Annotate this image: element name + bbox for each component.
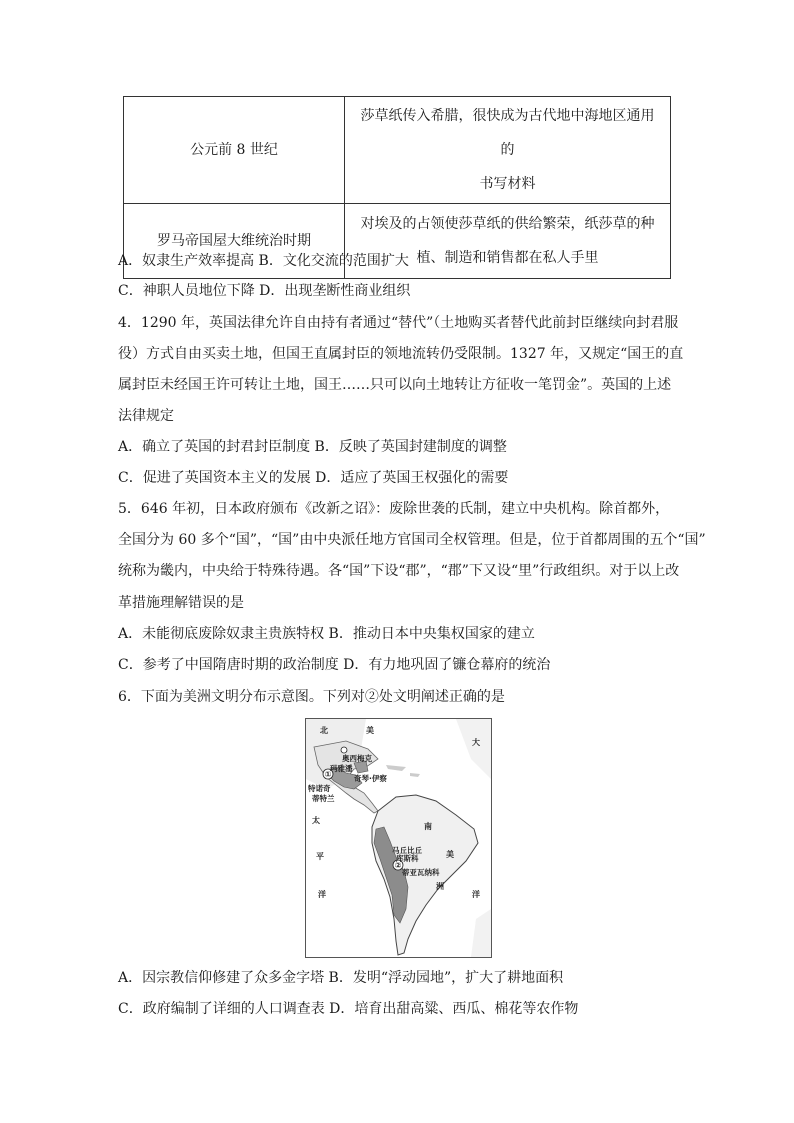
map-label: 洋 — [472, 890, 480, 899]
q5-stem-line: 革措施理解错误的是 — [118, 595, 244, 611]
map-label: 库斯科 — [396, 854, 419, 863]
map-label: 太 — [312, 816, 320, 825]
map-land-africa — [471, 909, 491, 957]
table-cell-period: 公元前 8 世纪 — [124, 97, 345, 204]
q5-options-cd: C．参考了中国隋唐时期的政治制度 D．有力地巩固了镰仓幕府的统治 — [118, 657, 551, 673]
q4-options-cd: C．促进了英国资本主义的发展 D．适应了英国王权强化的需要 — [118, 470, 509, 486]
q4-stem-line: 役）方式自由买卖土地，但国王直属封臣的领地流转仍受限制。1327 年，又规定“国王的直 — [118, 346, 684, 362]
table-row — [124, 97, 671, 204]
event-line: 对埃及的占领使莎草纸的供给繁荣，纸莎草的种 — [360, 216, 655, 232]
map-label: 特诺奇 — [308, 784, 331, 793]
map-label: 蒂特兰 — [312, 794, 335, 803]
map-label: 玛雅潘 — [330, 764, 353, 773]
q5-stem-line: 全国分为 60 多个“国”，“国”由中央派任地方官国司全权管理。但是，位于首都周围的五个“国” — [118, 532, 706, 548]
q5-stem-line: 统称为畿内，中央给于特殊待遇。各“国”下设“郡”，“郡”下又设“里”行政组织。对于以上改 — [118, 563, 680, 579]
q6-options-ab: A．因宗教信仰修建了众多金字塔 B．发明“浮动园地”，扩大了耕地面积 — [118, 970, 564, 986]
map-svg — [306, 719, 491, 957]
map-caribbean — [410, 773, 420, 777]
map-label: 美 — [446, 850, 454, 859]
q6-stem: 6．下面为美洲文明分布示意图。下列对②处文明阐述正确的是 — [118, 689, 505, 705]
map-label: 奥西梅克 — [342, 754, 372, 763]
q5-options-ab: A．未能彻底废除奴隶主贵族特权 B．推动日本中央集权国家的建立 — [118, 626, 535, 642]
q4-stem-line: 法律规定 — [118, 408, 174, 424]
americas-civilization-map — [305, 718, 492, 958]
q3-options-ab: A．奴隶生产效率提高 B．文化交流的范围扩大 — [118, 253, 409, 269]
map-land-east — [456, 719, 491, 779]
q4-stem-line: 属封臣未经国王许可转让土地，国王……只可以向土地转让方征收一笔罚金”。英国的上述 — [118, 377, 672, 393]
table-cell-event — [345, 97, 671, 204]
q6-options-cd: C．政府编制了详细的人口调查表 D．培育出甜高粱、西瓜、棉花等农作物 — [118, 1001, 579, 1017]
map-label: ① — [324, 770, 332, 779]
map-label: ② — [394, 861, 402, 870]
map-label: 平 — [316, 852, 324, 861]
map-label: 大 — [472, 738, 480, 747]
map-marker-3 — [341, 747, 347, 753]
event-line: 书写材料 — [479, 176, 536, 192]
map-label: 蒂亚瓦纳科 — [402, 868, 440, 877]
event-line: 莎草纸传入希腊，很快成为古代地中海地区通用的 — [360, 108, 655, 158]
q3-options-cd: C．神职人员地位下降 D．出现垄断性商业组织 — [118, 283, 411, 299]
q4-stem-line: 4．1290 年，英国法律允许自由持有者通过“替代”（土地购买者替代此前封臣继续向封君服 — [118, 315, 679, 331]
map-label: 奇琴·伊察 — [354, 774, 387, 783]
map-label: 洲 — [436, 882, 444, 891]
map-label: 马丘比丘 — [392, 846, 422, 855]
map-label: 北 — [320, 726, 328, 735]
q5-stem-line: 5．646 年初，日本政府颁布《改新之诏》：废除世袭的氏制，建立中央机构。除首都外， — [118, 501, 670, 517]
q4-options-ab: A．确立了英国的封君封臣制度 B．反映了英国封建制度的调整 — [118, 439, 507, 455]
map-caribbean — [386, 765, 406, 771]
event-line: 植、制造和销售都在私人手里 — [416, 250, 599, 266]
map-label: 洋 — [318, 890, 326, 899]
map-label: 美 — [366, 726, 374, 735]
map-label: 南 — [424, 822, 432, 831]
table-cell-period: 罗马帝国屋大维统治时期 — [124, 204, 345, 279]
